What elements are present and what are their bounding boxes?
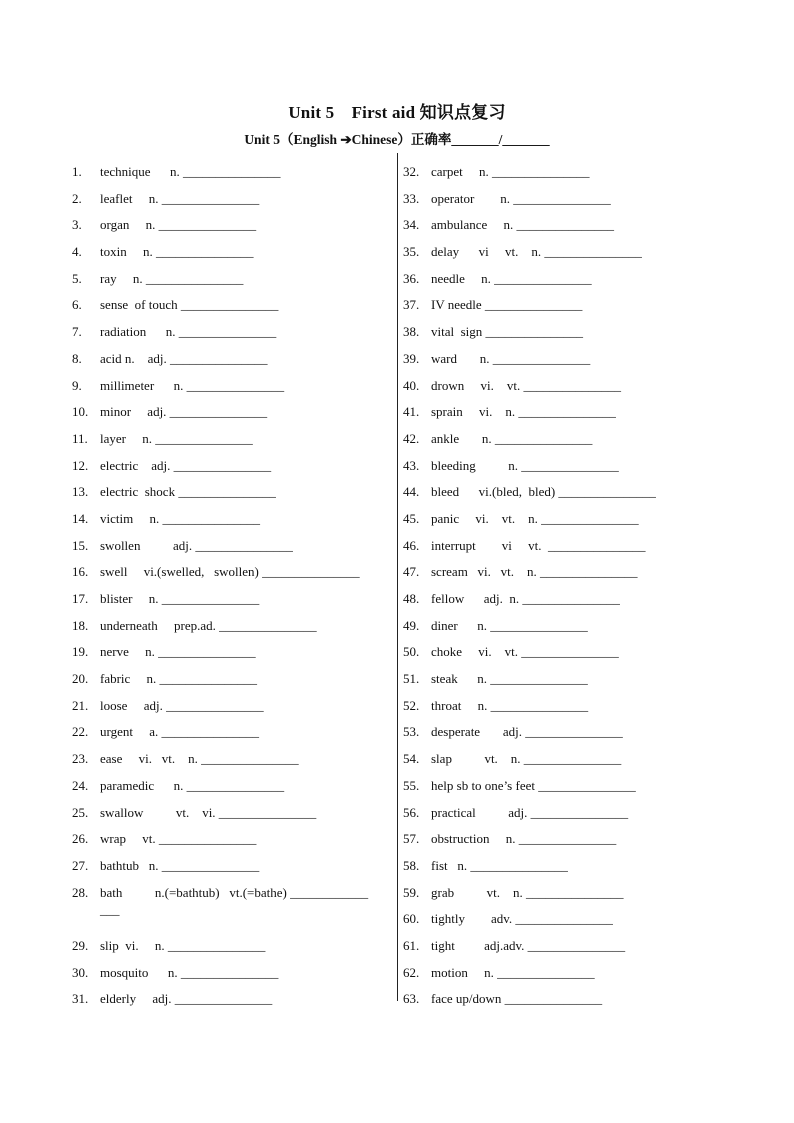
item-text: paramedic n. _______________ — [100, 777, 285, 793]
item-text: victim n. _______________ — [100, 510, 260, 526]
item-text: slip vi. n. _______________ — [100, 937, 266, 953]
vocab-item — [72, 457, 390, 484]
vocab-column-right — [403, 163, 723, 1017]
vocab-item — [403, 537, 723, 564]
vocab-item — [72, 750, 390, 777]
item-number: 27. — [72, 857, 89, 873]
item-text: wrap vt. _______________ — [100, 831, 257, 847]
item-text: bath n.(=bathtub) vt.(=bathe) ____________ ___ — [100, 884, 369, 917]
vocab-item — [403, 884, 723, 911]
item-text: scream vi. vt. n. _______________ — [431, 564, 638, 580]
item-number: 28. — [72, 884, 89, 900]
item-text: desperate adj. _______________ — [431, 724, 623, 740]
item-number: 26. — [72, 831, 89, 847]
item-number: 4. — [72, 244, 82, 260]
item-number: 12. — [72, 457, 89, 473]
item-text: acid n. adj. _______________ — [100, 350, 268, 366]
item-text: toxin n. _______________ — [100, 244, 254, 260]
vocab-item — [72, 884, 390, 937]
item-text: tight adj.adv. _______________ — [431, 937, 626, 953]
vocab-item — [403, 563, 723, 590]
vocab-item — [403, 403, 723, 430]
vocab-item — [403, 804, 723, 831]
vocab-item — [72, 937, 390, 964]
item-text: technique n. _______________ — [100, 164, 281, 179]
item-number: 63. — [403, 991, 420, 1007]
item-text: layer n. _______________ — [100, 430, 253, 446]
item-text: ray n. _______________ — [100, 270, 244, 286]
vocab-item — [403, 377, 723, 404]
item-text: fabric n. _______________ — [100, 671, 258, 687]
vocab-item — [72, 216, 390, 243]
vocab-item — [403, 750, 723, 777]
item-text: sense of touch _______________ — [100, 297, 279, 313]
item-text: bleed vi.(bled, bled) _______________ — [431, 484, 656, 500]
item-number: 51. — [403, 671, 420, 687]
vocab-item — [403, 830, 723, 857]
item-text: radiation n. _______________ — [100, 324, 277, 340]
vocab-item — [72, 296, 390, 323]
item-text: carpet n. _______________ — [431, 164, 590, 179]
item-text: elderly adj. _______________ — [100, 991, 273, 1007]
item-text: help sb to one’s feet _______________ — [431, 777, 636, 793]
vocab-item — [72, 537, 390, 564]
vocab-item — [403, 510, 723, 537]
vocab-item — [72, 857, 390, 884]
item-number: 38. — [403, 324, 420, 340]
item-text: swell vi.(swelled, swollen) _______________ — [100, 564, 360, 580]
vocab-item — [403, 910, 723, 937]
item-text: obstruction n. _______________ — [431, 831, 617, 847]
item-number: 1. — [72, 164, 82, 179]
item-text: urgent a. _______________ — [100, 724, 259, 740]
item-number: 46. — [403, 537, 420, 553]
item-number: 5. — [72, 270, 82, 286]
item-text: ankle n. _______________ — [431, 430, 593, 446]
vocab-item — [403, 430, 723, 457]
vocab-item — [403, 964, 723, 991]
item-text: face up/down _______________ — [431, 991, 603, 1007]
item-number: 18. — [72, 617, 89, 633]
item-text: diner n. _______________ — [431, 617, 588, 633]
vocab-item — [403, 190, 723, 217]
item-text: fellow adj. n. _______________ — [431, 591, 620, 606]
item-number: 25. — [72, 804, 89, 820]
item-text: motion n. _______________ — [431, 964, 595, 980]
vocab-item — [403, 857, 723, 884]
item-number: 62. — [403, 964, 420, 980]
vocab-item — [403, 323, 723, 350]
vocab-item — [72, 403, 390, 430]
item-number: 9. — [72, 377, 82, 393]
vocab-item — [72, 190, 390, 217]
item-text: electric adj. _______________ — [100, 457, 272, 473]
item-text: interrupt vi vt. _______________ — [431, 537, 646, 553]
item-number: 21. — [72, 697, 89, 713]
vocab-item — [72, 270, 390, 297]
vocab-item — [72, 777, 390, 804]
item-number: 55. — [403, 777, 420, 793]
vocab-item — [403, 777, 723, 804]
item-text: millimeter n. _______________ — [100, 377, 285, 393]
item-number: 19. — [72, 644, 89, 660]
item-text: underneath prep.ad. _______________ — [100, 617, 317, 633]
vocab-item — [72, 670, 390, 697]
item-number: 47. — [403, 564, 420, 580]
vocab-item — [72, 563, 390, 590]
item-number: 49. — [403, 617, 420, 633]
vocab-item — [72, 350, 390, 377]
item-text: fist n. _______________ — [431, 857, 568, 873]
item-text: operator n. _______________ — [431, 190, 611, 206]
vocab-item — [72, 830, 390, 857]
item-text: ward n. _______________ — [431, 350, 591, 366]
item-number: 43. — [403, 457, 420, 473]
vocab-item — [403, 643, 723, 670]
item-number: 61. — [403, 937, 420, 953]
item-number: 33. — [403, 190, 420, 206]
item-text: tightly adv. _______________ — [431, 911, 613, 927]
item-text: practical adj. _______________ — [431, 804, 629, 820]
item-text: bleeding n. _______________ — [431, 457, 619, 473]
item-text: blister n. _______________ — [100, 591, 260, 606]
item-number: 10. — [72, 404, 89, 420]
item-text: bathtub n. _______________ — [100, 857, 260, 873]
vocab-item — [72, 377, 390, 404]
item-text: ease vi. vt. n. _______________ — [100, 751, 299, 767]
item-number: 39. — [403, 350, 420, 366]
item-number: 53. — [403, 724, 420, 740]
item-number: 8. — [72, 350, 82, 366]
item-number: 58. — [403, 857, 420, 873]
vocab-item — [72, 990, 390, 1017]
subtitle-score-line: Unit 5（English ➔Chinese）正确率_______/_______ — [244, 132, 550, 147]
item-number: 35. — [403, 244, 420, 260]
item-number: 16. — [72, 564, 89, 580]
item-text: delay vi vt. n. _______________ — [431, 244, 642, 260]
item-text: swallow vt. vi. _______________ — [100, 804, 317, 820]
item-number: 34. — [403, 217, 420, 233]
vocab-item — [403, 990, 723, 1017]
vocab-item — [403, 350, 723, 377]
item-text: organ n. _______________ — [100, 217, 257, 233]
item-number: 22. — [72, 724, 89, 740]
item-number: 29. — [72, 937, 89, 953]
vocab-item — [72, 643, 390, 670]
vocab-item — [403, 216, 723, 243]
item-text: grab vt. n. _______________ — [431, 884, 624, 900]
item-number: 60. — [403, 911, 420, 927]
item-text: choke vi. vt. _______________ — [431, 644, 619, 660]
item-number: 3. — [72, 217, 82, 233]
item-number: 31. — [72, 991, 89, 1007]
item-number: 37. — [403, 297, 420, 313]
item-text: swollen adj. _______________ — [100, 537, 293, 553]
item-text: nerve n. _______________ — [100, 644, 256, 660]
item-number: 2. — [72, 190, 82, 206]
item-text: IV needle _______________ — [431, 297, 583, 313]
item-number: 42. — [403, 430, 420, 446]
vocab-item — [72, 590, 390, 617]
item-text: electric shock _______________ — [100, 484, 276, 500]
vocab-item — [72, 510, 390, 537]
vocab-item — [72, 483, 390, 510]
item-number: 57. — [403, 831, 420, 847]
vocab-item — [72, 617, 390, 644]
item-number: 6. — [72, 297, 82, 313]
item-number: 23. — [72, 751, 89, 767]
vocab-item — [403, 723, 723, 750]
vocab-item — [403, 670, 723, 697]
vocab-item — [72, 804, 390, 831]
item-text: loose adj. _______________ — [100, 697, 264, 713]
vocab-item — [403, 483, 723, 510]
vocab-item — [72, 723, 390, 750]
item-number: 7. — [72, 324, 82, 340]
item-text: minor adj. _______________ — [100, 404, 268, 420]
item-number: 56. — [403, 804, 420, 820]
item-text: drown vi. vt. _______________ — [431, 377, 621, 393]
vocab-item — [72, 430, 390, 457]
vocab-item — [403, 617, 723, 644]
vocab-item — [72, 964, 390, 991]
item-number: 13. — [72, 484, 89, 500]
column-divider — [397, 153, 398, 1001]
item-number: 17. — [72, 591, 89, 606]
item-number: 24. — [72, 777, 89, 793]
item-number: 40. — [403, 377, 420, 393]
vocab-item — [72, 323, 390, 350]
vocab-item — [72, 697, 390, 724]
item-number: 20. — [72, 671, 89, 687]
item-text: slap vt. n. _______________ — [431, 751, 622, 767]
vocab-item — [403, 457, 723, 484]
vocab-item — [403, 270, 723, 297]
vocab-item — [72, 163, 390, 190]
item-number: 59. — [403, 884, 420, 900]
item-text: sprain vi. n. _______________ — [431, 404, 616, 420]
item-text: steak n. _______________ — [431, 671, 588, 687]
item-text: mosquito n. _______________ — [100, 964, 279, 980]
item-number: 36. — [403, 270, 420, 286]
item-number: 30. — [72, 964, 89, 980]
item-number: 32. — [403, 164, 420, 179]
item-number: 44. — [403, 484, 420, 500]
item-number: 48. — [403, 591, 420, 606]
item-number: 50. — [403, 644, 420, 660]
page-title: Unit 5 First aid 知识点复习 — [288, 103, 506, 122]
vocab-item — [72, 243, 390, 270]
item-number: 52. — [403, 697, 420, 713]
item-number: 14. — [72, 510, 89, 526]
item-text: needle n. _______________ — [431, 270, 592, 286]
item-number: 15. — [72, 537, 89, 553]
vocab-item — [403, 296, 723, 323]
item-text: throat n. _______________ — [431, 697, 589, 713]
item-number: 11. — [72, 430, 88, 446]
item-text: leaflet n. _______________ — [100, 190, 260, 206]
item-text: vital sign _______________ — [431, 324, 584, 340]
item-number: 41. — [403, 404, 420, 420]
vocab-item — [403, 937, 723, 964]
vocab-column-left — [72, 163, 390, 1017]
vocab-item — [403, 163, 723, 190]
vocab-item — [403, 697, 723, 724]
item-text: panic vi. vt. n. _______________ — [431, 510, 639, 526]
item-text: ambulance n. _______________ — [431, 217, 615, 233]
vocab-item — [403, 243, 723, 270]
vocab-item — [403, 590, 723, 617]
item-number: 45. — [403, 510, 420, 526]
item-number: 54. — [403, 751, 420, 767]
